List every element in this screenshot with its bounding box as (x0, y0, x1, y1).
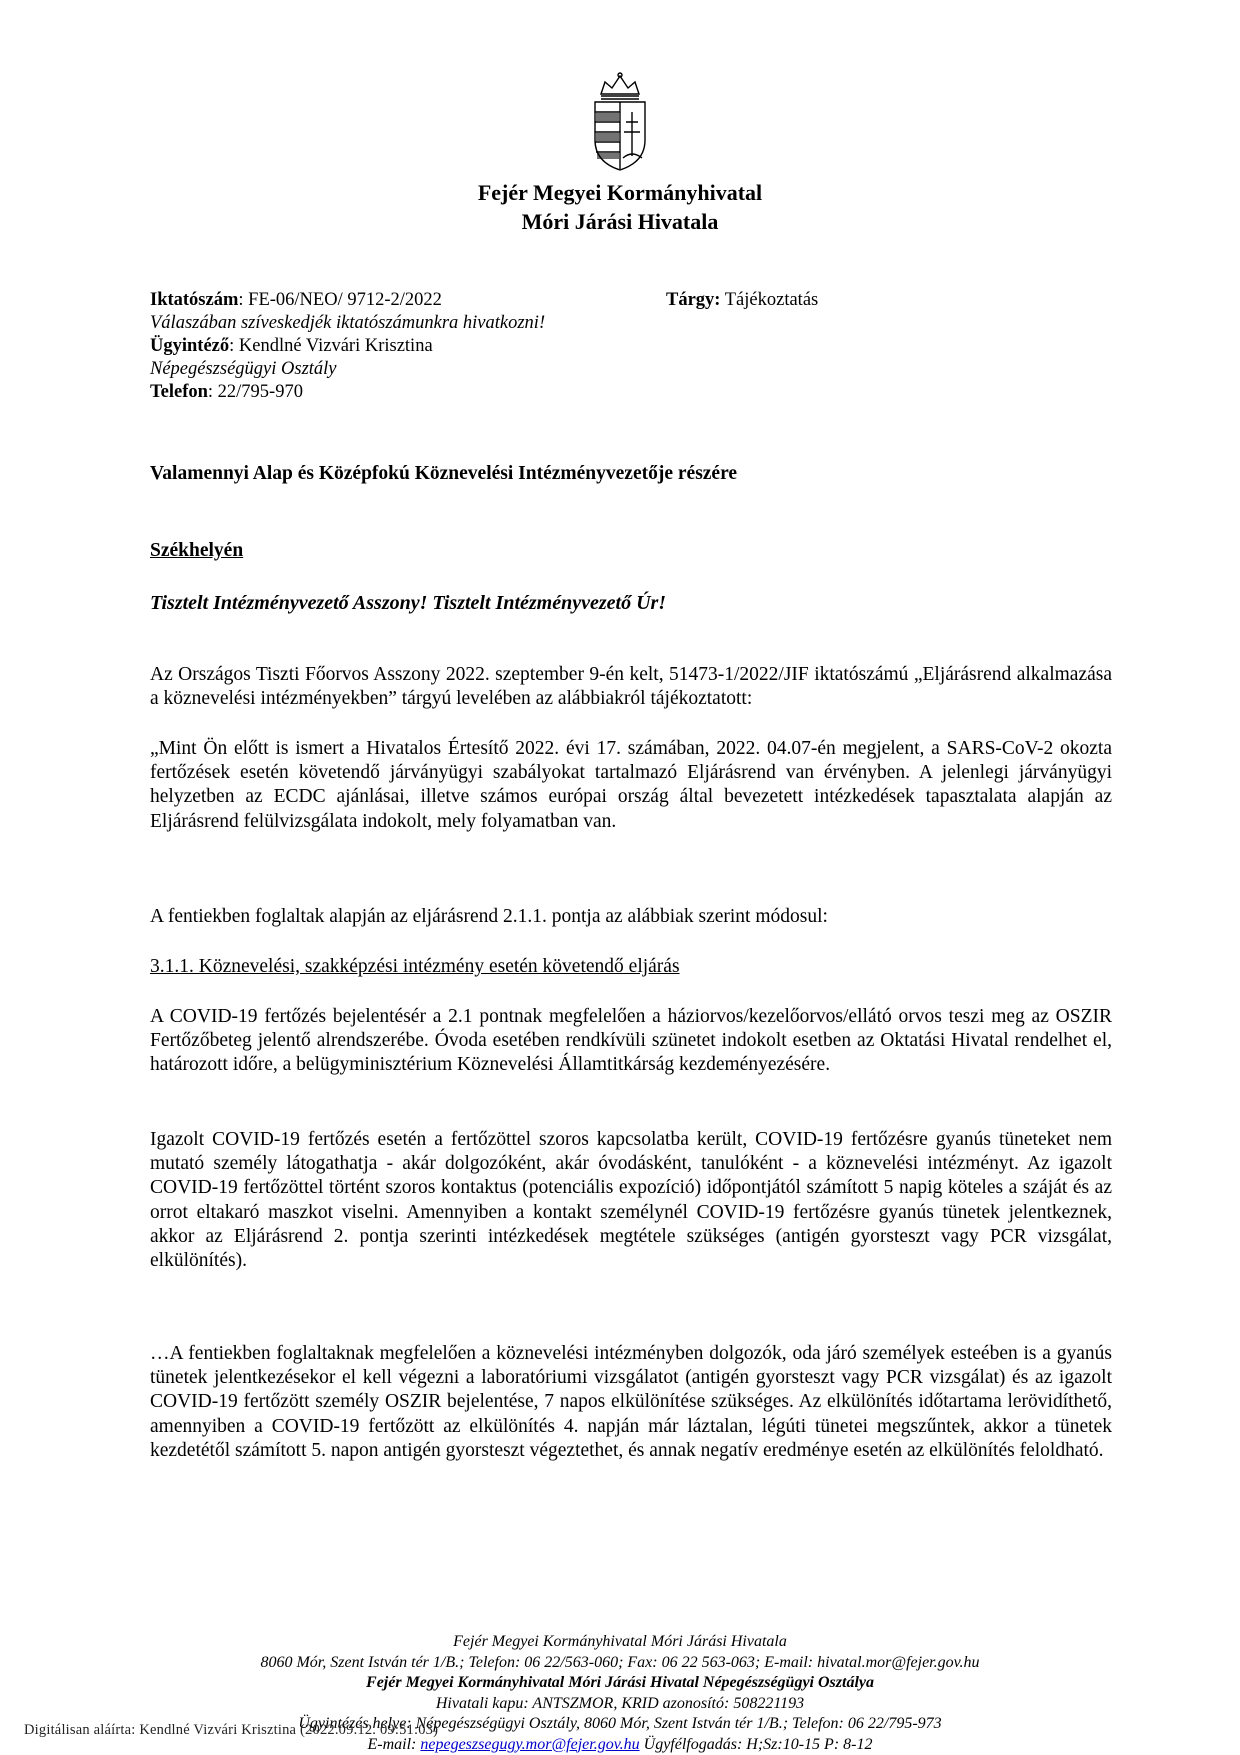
reference-block (150, 289, 570, 404)
officer-value: : Kendlné Vizvári Krisztina (229, 336, 433, 356)
footer-email-link[interactable]: nepegeszsegugy.mor@fejer.gov.hu (420, 1736, 639, 1753)
footer-email-prefix: E-mail: (368, 1736, 421, 1753)
issuer-heading (0, 178, 1240, 236)
reference-value: : FE-06/NEO/ 9712-2/2022 (238, 290, 442, 310)
paragraph-reporting: A COVID-19 fertőzés bejelentésér a 2.1 pontnak megfelelően a háziorvos/kezelőorvos/ellátó orvos teszi meg az OSZIR Fertőzőbeteg jelentő alrendszerébe. Óvoda esetében rendkívüli szünetet indokolt esetben az Oktatási Hivatal rendelhet el, határozott időre, a belügyminisztérium Köznevelési Államtitkárság kezdeményezésére. (150, 1005, 1112, 1078)
paragraph-quote: „Mint Ön előtt is ismert a Hivatalos Értesítő 2022. évi 17. számában, 2022. 04.07-én megjelent, a SARS-CoV-2 okozta fertőzések esetén követendő járványügyi szabályokat tartalmazó Eljárásrend van érvényben. A jelenlegi járványügyi helyzetben az ECDC ajánlásai, illetve számos európai ország által bevezetett intézkedések tapasztalata alapján az Eljárásrend felülvizsgálata indokolt, mely folyamatban van. (150, 737, 1112, 834)
paragraph-isolation: …A fentiekben foglaltaknak megfelelően a köznevelési intézményben dolgozók, oda járó személyek esteében is a gyanús tünetek jelentkezésekor el kell végezni a laboratóriumi vizsgálatot (antigén gyorsteszt vagy PCR vizsgálat) és az igazolt COVID-19 fertőzött személy OSZIR bejelentése, 7 napos elkülönítése szükséges. Az elkülönítés időtartama lerövidíthető, amennyiben a COVID-19 fertőzött az elkülönítés 4. napján már láztalan, légúti tünetei megszűntek, akkor a tünetek kezdetétől számított 5. napon antigén gyorsteszt végeztethet, és annak negatív eredménye esetén az elkülönítés feloldható. (150, 1342, 1112, 1463)
issuer-name: Fejér Megyei Kormányhivatal (0, 178, 1240, 207)
coat-of-arms-logo (587, 72, 653, 172)
paragraph-intro: Az Országos Tiszti Főorvos Asszony 2022. szeptember 9-én kelt, 51473-1/2022/JIF iktatószámú „Eljárásrend alkalmazása a köznevelési intézményekben” tárgyú levelében az alábbiakról tájékoztatott: (150, 663, 1112, 711)
salutation: Tisztelt Intézményvezető Asszony! Tisztelt Intézményvezető Úr! (150, 592, 666, 615)
issuer-office: Móri Járási Hivatala (0, 207, 1240, 236)
footer-address: 8060 Mór, Szent István tér 1/B.; Telefon: 06 22/563-060; Fax: 06 22 563-063; E-mail: hivatal.mor@fejer.gov.hu (0, 1653, 1240, 1674)
reply-note: Válaszában szíveskedjék iktatószámunkra hivatkozni! (150, 312, 570, 335)
addressee-seat: Székhelyén (150, 540, 243, 562)
reference-number (150, 289, 570, 312)
reference-label: Iktatószám (150, 290, 238, 310)
phone-value: : 22/795-970 (208, 382, 303, 402)
paragraph-contacts: Igazolt COVID-19 fertőzés esetén a fertőzöttel szoros kapcsolatba került, COVID-19 fertőzésre gyanús tüneteket nem mutató személy látogathatja - akár dolgozóként, akár óvodásként, tanulóként - a köznevelési intézményt. Az igazolt COVID-19 fertőzöttel történt szoros kontaktus (potenciális expozíció) időpontjától számított 5 napig köteles a száját és az orrot eltakaró maszkot viselni. Amennyiben a kontakt személynél COVID-19 fertőzésre gyanús tünetek jelentkeznek, akkor az Eljárásrend 2. pontja szerinti intézkedések megtétele szükséges (antigén gyorsteszt vagy PCR vizsgálat, elkülönítés). (150, 1128, 1112, 1273)
officer-label: Ügyintéző (150, 336, 229, 356)
footer-location: Ügyintézés helye: Népegészségügyi Osztály, 8060 Mór, Szent István tér 1/B.; Telefon: 06 22/795-973 (0, 1714, 1240, 1735)
footer-gateway: Hivatali kapu: ANTSZMOR, KRID azonosító: 508221193 (0, 1694, 1240, 1715)
officer-line (150, 335, 570, 358)
subject-value: Tájékoztatás (720, 290, 818, 310)
footer-hours: Ügyfélfogadás: H;Sz:10-15 P: 8-12 (640, 1736, 873, 1753)
footer-office: Fejér Megyei Kormányhivatal Móri Járási Hivatala (0, 1632, 1240, 1653)
footer-department: Fejér Megyei Kormányhivatal Móri Járási Hivatal Népegészségügyi Osztálya (0, 1673, 1240, 1694)
digital-signature: Digitálisan aláírta: Kendlné Vizvári Krisztina (2022.09.12. 09:51:03) (24, 1722, 438, 1739)
phone-line (150, 381, 570, 404)
addressee: Valamennyi Alap és Középfokú Köznevelési Intézményvezetője részére (150, 461, 850, 487)
subject-label: Tárgy: (666, 290, 720, 310)
phone-label: Telefon (150, 382, 208, 402)
section-heading: 3.1.1. Köznevelési, szakképzési intézmény esetén követendő eljárás (150, 955, 1112, 979)
department-name: Népegészségügyi Osztály (150, 358, 570, 381)
paragraph-amendment: A fentiekben foglaltak alapján az eljárásrend 2.1.1. pontja az alábbiak szerint módosul: (150, 905, 1112, 929)
subject-line (666, 289, 818, 312)
